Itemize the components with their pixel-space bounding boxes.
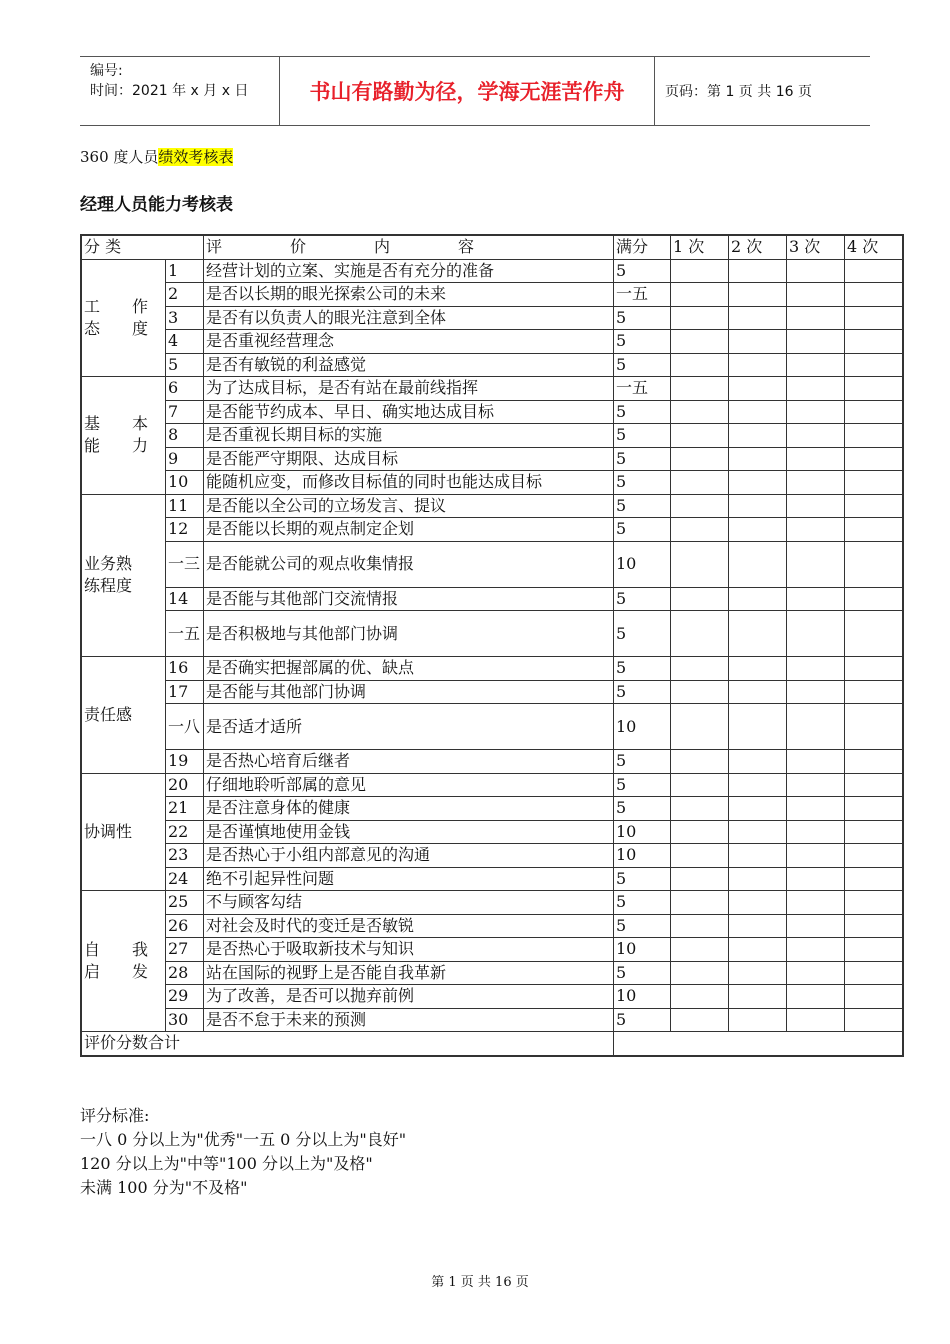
table-row [81,914,903,938]
score-cell-2 [729,844,787,868]
item-number: 4 [166,330,204,354]
item-full-score: 10 [614,938,671,962]
table-row [81,1008,903,1032]
score-cell-4 [845,773,904,797]
item-content: 是否能严守期限、达成目标 [204,447,614,471]
category-cell [81,773,166,891]
score-cell-4 [845,820,904,844]
item-content: 是否注意身体的健康 [204,797,614,821]
item-number: 8 [166,424,204,448]
score-cell-4 [845,330,904,354]
criteria-heading: 评分标准: [80,1106,150,1125]
score-cell-3 [787,844,845,868]
score-cell-3 [787,587,845,611]
score-cell-1 [671,587,729,611]
item-number: 2 [166,283,204,307]
item-number: 3 [166,306,204,330]
category-label: 工 作 [84,296,149,316]
score-cell-1 [671,1008,729,1032]
item-full-score: 5 [614,657,671,681]
item-number: 29 [166,985,204,1009]
score-cell-1 [671,518,729,542]
category-label: 能 力 [84,436,149,456]
score-cell-1 [671,353,729,377]
score-cell-3 [787,704,845,750]
criteria-line: 未满 100 分为"不及格" [80,1178,248,1197]
item-content: 能随机应变，而修改目标值的同时也能达成目标 [204,471,614,495]
score-cell-1 [671,377,729,401]
score-cell-4 [845,797,904,821]
item-full-score: 5 [614,914,671,938]
table-row [81,306,903,330]
score-cell-4 [845,938,904,962]
item-content: 是否能以全公司的立场发言、提议 [204,494,614,518]
header-time-3: 3 次 [787,235,845,259]
score-cell-4 [845,283,904,307]
score-cell-4 [845,704,904,750]
category-cell [81,259,166,377]
item-number: 21 [166,797,204,821]
table-row [81,704,903,750]
score-cell-2 [729,541,787,587]
doc-title-highlight: 绩效考核表 [158,148,234,166]
item-content: 是否确实把握部属的优、缺点 [204,657,614,681]
score-cell-1 [671,306,729,330]
score-cell-2 [729,961,787,985]
item-content: 是否能就公司的观点收集情报 [204,541,614,587]
evaluation-table [80,234,904,1057]
table-row [81,773,903,797]
score-cell-3 [787,353,845,377]
item-full-score: 5 [614,259,671,283]
table-row [81,471,903,495]
total-row [81,1032,903,1056]
score-cell-4 [845,424,904,448]
score-cell-4 [845,541,904,587]
score-cell-2 [729,985,787,1009]
table-row [81,494,903,518]
score-cell-1 [671,657,729,681]
score-cell-4 [845,259,904,283]
total-label: 评价分数合计 [81,1032,614,1056]
item-number: 7 [166,400,204,424]
score-cell-4 [845,961,904,985]
item-full-score: 10 [614,844,671,868]
item-number: 14 [166,587,204,611]
item-content: 仔细地聆听部属的意见 [204,773,614,797]
score-cell-4 [845,306,904,330]
score-cell-4 [845,447,904,471]
table-row [81,611,903,657]
item-content: 是否以长期的眼光探索公司的未来 [204,283,614,307]
item-full-score: 5 [614,750,671,774]
score-cell-1 [671,330,729,354]
score-cell-2 [729,657,787,681]
item-number: 25 [166,891,204,915]
score-cell-1 [671,914,729,938]
score-cell-3 [787,400,845,424]
item-content: 是否重视长期目标的实施 [204,424,614,448]
item-full-score: 一五 [614,283,671,307]
table-row [81,377,903,401]
item-content: 是否能节约成本、早日、确实地达成目标 [204,400,614,424]
item-number: 22 [166,820,204,844]
time-label: 时间：2021 年 x 月 x 日 [90,83,249,99]
category-label: 责任感 [84,704,133,724]
score-cell-1 [671,471,729,495]
item-full-score: 5 [614,353,671,377]
header-page-info [655,57,870,125]
category-cell [81,657,166,774]
criteria-line: 一八 0 分以上为"优秀"一五 0 分以上为"良好" [80,1130,407,1149]
score-cell-2 [729,938,787,962]
score-cell-4 [845,844,904,868]
item-number: 19 [166,750,204,774]
score-cell-2 [729,587,787,611]
item-full-score: 10 [614,704,671,750]
score-cell-4 [845,680,904,704]
item-content: 是否谨慎地使用金钱 [204,820,614,844]
score-cell-4 [845,353,904,377]
table-row [81,797,903,821]
score-cell-1 [671,283,729,307]
score-cell-3 [787,985,845,1009]
table-row [81,867,903,891]
item-full-score: 5 [614,773,671,797]
table-row [81,447,903,471]
item-number: 9 [166,447,204,471]
item-full-score: 10 [614,985,671,1009]
score-cell-1 [671,985,729,1009]
score-cell-1 [671,400,729,424]
total-score-cell [614,1032,904,1056]
score-cell-2 [729,891,787,915]
score-cell-2 [729,377,787,401]
item-full-score: 5 [614,587,671,611]
score-cell-2 [729,494,787,518]
header-meta [80,57,280,125]
score-cell-1 [671,680,729,704]
item-full-score: 5 [614,330,671,354]
page-header [80,56,870,126]
item-number: 17 [166,680,204,704]
category-cell [81,377,166,495]
score-cell-2 [729,353,787,377]
table-row [81,820,903,844]
score-cell-2 [729,820,787,844]
score-cell-2 [729,611,787,657]
score-cell-4 [845,867,904,891]
header-content: 评 价 内 容 [204,235,614,259]
score-cell-1 [671,961,729,985]
score-cell-1 [671,867,729,891]
item-number: 16 [166,657,204,681]
table-row [81,961,903,985]
score-cell-4 [845,400,904,424]
score-cell-2 [729,773,787,797]
score-cell-2 [729,518,787,542]
table-row [81,891,903,915]
score-cell-3 [787,891,845,915]
score-cell-4 [845,587,904,611]
score-cell-3 [787,657,845,681]
item-full-score: 5 [614,867,671,891]
category-label: 协调性 [84,821,133,841]
score-cell-3 [787,750,845,774]
score-cell-2 [729,797,787,821]
score-cell-3 [787,330,845,354]
item-full-score: 5 [614,447,671,471]
item-full-score: 一五 [614,377,671,401]
score-cell-1 [671,541,729,587]
table-row [81,680,903,704]
score-cell-1 [671,750,729,774]
criteria-line: 120 分以上为"中等"100 分以上为"及格" [80,1154,373,1173]
score-cell-3 [787,914,845,938]
scoring-criteria [80,1104,406,1200]
item-content: 是否有敏锐的利益感觉 [204,353,614,377]
table-row [81,259,903,283]
score-cell-3 [787,283,845,307]
score-cell-3 [787,867,845,891]
item-content: 是否重视经营理念 [204,330,614,354]
score-cell-1 [671,259,729,283]
item-content: 是否能与其他部门交流情报 [204,587,614,611]
item-content: 是否能与其他部门协调 [204,680,614,704]
score-cell-1 [671,704,729,750]
item-number: 27 [166,938,204,962]
item-full-score: 5 [614,797,671,821]
table-row [81,541,903,587]
score-cell-4 [845,750,904,774]
item-full-score: 5 [614,471,671,495]
category-label: 自 我 [84,940,149,959]
score-cell-3 [787,820,845,844]
score-cell-3 [787,377,845,401]
score-cell-2 [729,330,787,354]
slogan-text: 书山有路勤为径，学海无涯苦作舟 [309,80,625,104]
score-cell-2 [729,283,787,307]
doc-title [80,146,233,167]
score-cell-1 [671,611,729,657]
score-cell-3 [787,471,845,495]
table-row [81,283,903,307]
score-cell-3 [787,424,845,448]
score-cell-4 [845,494,904,518]
score-cell-3 [787,518,845,542]
item-content: 是否有以负责人的眼光注意到全体 [204,306,614,330]
category-cell [81,891,166,1032]
category-label: 启 发 [84,962,149,981]
table-row [81,938,903,962]
table-header-row [81,235,903,259]
item-content: 为了改善，是否可以抛弃前例 [204,985,614,1009]
score-cell-2 [729,1008,787,1032]
score-cell-1 [671,773,729,797]
item-full-score: 5 [614,961,671,985]
score-cell-3 [787,306,845,330]
table-row [81,353,903,377]
score-cell-1 [671,938,729,962]
item-number: 11 [166,494,204,518]
item-number: 26 [166,914,204,938]
item-full-score: 5 [614,424,671,448]
score-cell-3 [787,773,845,797]
item-content: 是否适才适所 [204,704,614,750]
item-number: 23 [166,844,204,868]
score-cell-3 [787,1008,845,1032]
table-row [81,657,903,681]
table-title: 经理人员能力考核表 [80,195,233,215]
score-cell-2 [729,259,787,283]
table-row [81,985,903,1009]
item-content: 是否热心于小组内部意见的沟通 [204,844,614,868]
score-cell-3 [787,447,845,471]
score-cell-1 [671,844,729,868]
score-cell-1 [671,424,729,448]
score-cell-4 [845,985,904,1009]
header-category: 分 类 [81,235,204,259]
item-content: 对社会及时代的变迁是否敏锐 [204,914,614,938]
header-time-1: 1 次 [671,235,729,259]
table-row [81,844,903,868]
table-row [81,424,903,448]
score-cell-1 [671,891,729,915]
item-number: 10 [166,471,204,495]
header-full-score: 满分 [614,235,671,259]
score-cell-3 [787,680,845,704]
score-cell-1 [671,820,729,844]
item-number: 12 [166,518,204,542]
score-cell-2 [729,704,787,750]
item-number: 20 [166,773,204,797]
score-cell-1 [671,447,729,471]
header-time-4: 4 次 [845,235,904,259]
score-cell-4 [845,518,904,542]
category-label: 业务熟 [84,554,133,574]
category-cell [81,494,166,657]
item-full-score: 5 [614,306,671,330]
score-cell-2 [729,914,787,938]
item-content: 是否热心于吸取新技术与知识 [204,938,614,962]
item-full-score: 5 [614,400,671,424]
item-number: 30 [166,1008,204,1032]
item-content: 经营计划的立案、实施是否有充分的准备 [204,259,614,283]
category-label: 基 本 [84,414,149,434]
number-label: 编号: [90,63,123,79]
item-number: 28 [166,961,204,985]
header-slogan [280,57,655,125]
item-content: 是否能以长期的观点制定企划 [204,518,614,542]
score-cell-1 [671,797,729,821]
table-row [81,330,903,354]
item-full-score: 5 [614,1008,671,1032]
item-full-score: 5 [614,891,671,915]
page-footer: 第 1 页 共 16 页 [431,1275,529,1290]
item-full-score: 10 [614,820,671,844]
item-full-score: 5 [614,611,671,657]
score-cell-4 [845,914,904,938]
doc-title-prefix: 360 度人员 [80,148,159,166]
item-full-score: 10 [614,541,671,587]
item-content: 是否热心培育后继者 [204,750,614,774]
item-content: 不与顾客勾结 [204,891,614,915]
score-cell-3 [787,259,845,283]
category-label: 练程度 [84,576,133,596]
item-content: 是否积极地与其他部门协调 [204,611,614,657]
page-info-text: 页码：第 1 页 共 16 页 [665,84,812,100]
item-number: 一八 [166,704,204,750]
score-cell-4 [845,891,904,915]
score-cell-4 [845,657,904,681]
item-content: 是否不怠于未来的预测 [204,1008,614,1032]
item-number: 一五 [166,611,204,657]
score-cell-2 [729,867,787,891]
table-row [81,518,903,542]
item-number: 6 [166,377,204,401]
score-cell-3 [787,541,845,587]
item-full-score: 5 [614,518,671,542]
table-row [81,750,903,774]
score-cell-2 [729,306,787,330]
item-content: 站在国际的视野上是否能自我革新 [204,961,614,985]
score-cell-4 [845,611,904,657]
score-cell-3 [787,494,845,518]
score-cell-2 [729,680,787,704]
item-number: 5 [166,353,204,377]
score-cell-2 [729,750,787,774]
item-number: 24 [166,867,204,891]
score-cell-3 [787,961,845,985]
category-label: 态 度 [84,318,149,338]
score-cell-2 [729,447,787,471]
score-cell-1 [671,494,729,518]
score-cell-3 [787,938,845,962]
item-number: 1 [166,259,204,283]
table-row [81,587,903,611]
item-number: 一三 [166,541,204,587]
score-cell-3 [787,611,845,657]
score-cell-4 [845,471,904,495]
score-cell-2 [729,471,787,495]
score-cell-3 [787,797,845,821]
score-cell-4 [845,377,904,401]
table-row [81,400,903,424]
score-cell-4 [845,1008,904,1032]
score-cell-2 [729,424,787,448]
score-cell-2 [729,400,787,424]
item-content: 为了达成目标，是否有站在最前线指挥 [204,377,614,401]
item-full-score: 5 [614,494,671,518]
item-content: 绝不引起异性问题 [204,867,614,891]
item-full-score: 5 [614,680,671,704]
header-time-2: 2 次 [729,235,787,259]
